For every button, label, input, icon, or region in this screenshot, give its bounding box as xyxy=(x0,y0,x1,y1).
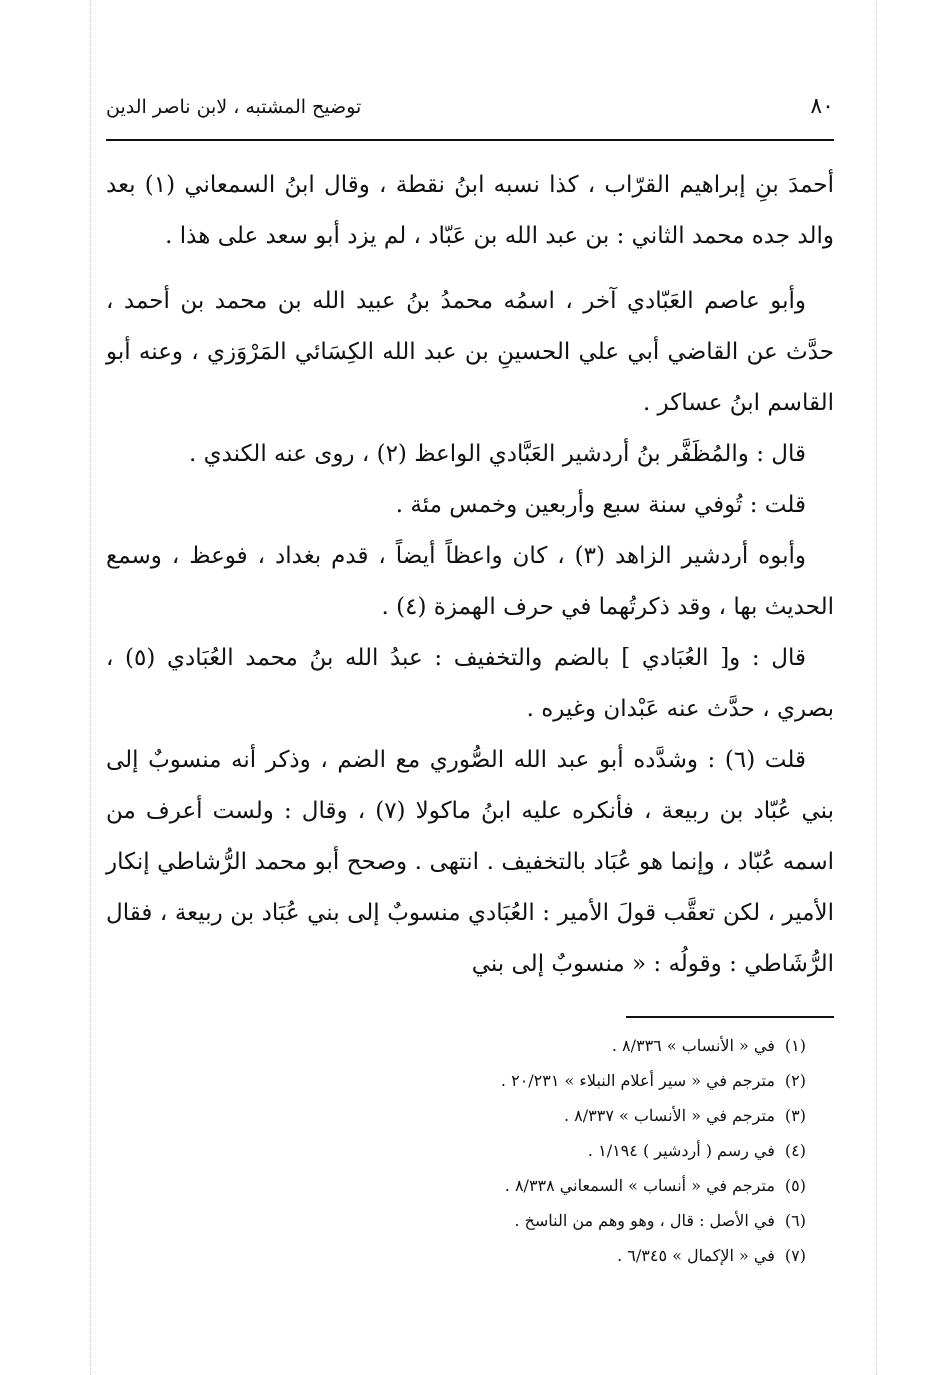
footnote xyxy=(106,1063,806,1098)
footnote-rule xyxy=(626,1016,834,1018)
footnote-text: مترجم في « سير أعلام النبلاء » ٢٠/٢٣١ . xyxy=(500,1071,775,1090)
footnote-number: (٢) xyxy=(784,1071,806,1090)
running-title: توضيح المشتبه ، لابن ناصر الدين xyxy=(106,96,362,118)
paragraph: قلت : تُوفي سنة سبع وأربعين وخمس مئة . xyxy=(395,492,806,518)
page-header xyxy=(106,90,834,130)
footnote xyxy=(106,1028,806,1063)
footnote-number: (٣) xyxy=(784,1106,806,1125)
footnote-number: (٧) xyxy=(784,1246,806,1265)
footnote-text: في رسم ( أردشير ) ١/١٩٤ . xyxy=(587,1141,775,1160)
footnote-number: (٥) xyxy=(784,1176,806,1195)
paragraph: قال : و[ العُبَادي ] بالضم والتخفيف : عبدُ الله بنُ محمد العُبَادي (٥) ، بصري ، حدَّث عنه عَبْدان وغيره . xyxy=(106,645,834,722)
footnote-text: في الأصل : قال ، وهو وهم من الناسخ . xyxy=(514,1211,775,1230)
footnote-text: في « الأنساب » ٨/٣٣٦ . xyxy=(611,1036,775,1055)
page-fold-left xyxy=(90,0,91,1375)
footnote-text: في « الإكمال » ٦/٣٤٥ . xyxy=(617,1246,775,1265)
paragraph: قال : والمُظَفَّر بنُ أردشير العَبَّادي الواعظ (٢) ، روى عنه الكندي . xyxy=(188,441,806,467)
footnote-number: (٤) xyxy=(784,1141,806,1160)
page-number: ٨٠ xyxy=(810,94,834,119)
footnote xyxy=(106,1133,806,1168)
footnote-text: مترجم في « أنساب » السمعاني ٨/٣٣٨ . xyxy=(504,1176,775,1195)
paragraph: وأبوه أردشير الزاهد (٣) ، كان واعظاً أيضاً ، قدم بغداد ، فوعظ ، وسمع الحديث بها ، وقد ذكرتُهما في حرف الهمزة (٤) . xyxy=(106,543,834,620)
paragraph: وأبو عاصم العَبّادي آخر ، اسمُه محمدُ بنُ عبيد الله بن محمد بن أحمد ، حدَّث عن القاضي أبي علي الحسينِ بن عبد الله الكِسَائي المَرْوَزي ، وعنه أبو القاسم ابنُ عساكر . xyxy=(106,288,834,416)
footnote xyxy=(106,1238,806,1273)
footnote-number: (٦) xyxy=(784,1211,806,1230)
footnote-text: مترجم في « الأنساب » ٨/٣٣٧ . xyxy=(563,1106,775,1125)
footnotes xyxy=(106,1028,806,1273)
footnote xyxy=(106,1168,806,1203)
paragraph: أحمدَ بنِ إبراهيم القرّاب ، كذا نسبه ابنُ نقطة ، وقال ابنُ السمعاني (١) بعد والد جده محمد الثاني : بن عبد الله بن عَبّاد ، لم يزد أبو سعد على هذا . xyxy=(106,172,834,249)
main-text xyxy=(106,160,834,990)
page-fold-right xyxy=(876,0,877,1375)
header-rule xyxy=(106,139,834,141)
paragraph: قلت (٦) : وشدَّده أبو عبد الله الصُّوري مع الضم ، وذكر أنه منسوبٌ إلى بني عُبّاد بن ربيعة ، فأنكره عليه ابنُ ماكولا (٧) ، وقال : ولست أعرف من اسمه عُبّاد ، وإنما هو عُبَاد بالتخفيف . انتهى . وصحح أبو محمد الرُّشاطي إنكار الأمير ، لكن تعقَّب قولَ الأمير : العُبَادي منسوبٌ إلى بني عُبَاد بن ربيعة ، فقال الرُّشَاطي : وقولُه : « منسوبٌ إلى بني xyxy=(106,747,834,977)
footnote xyxy=(106,1203,806,1238)
footnote xyxy=(106,1098,806,1133)
footnote-number: (١) xyxy=(784,1036,806,1055)
